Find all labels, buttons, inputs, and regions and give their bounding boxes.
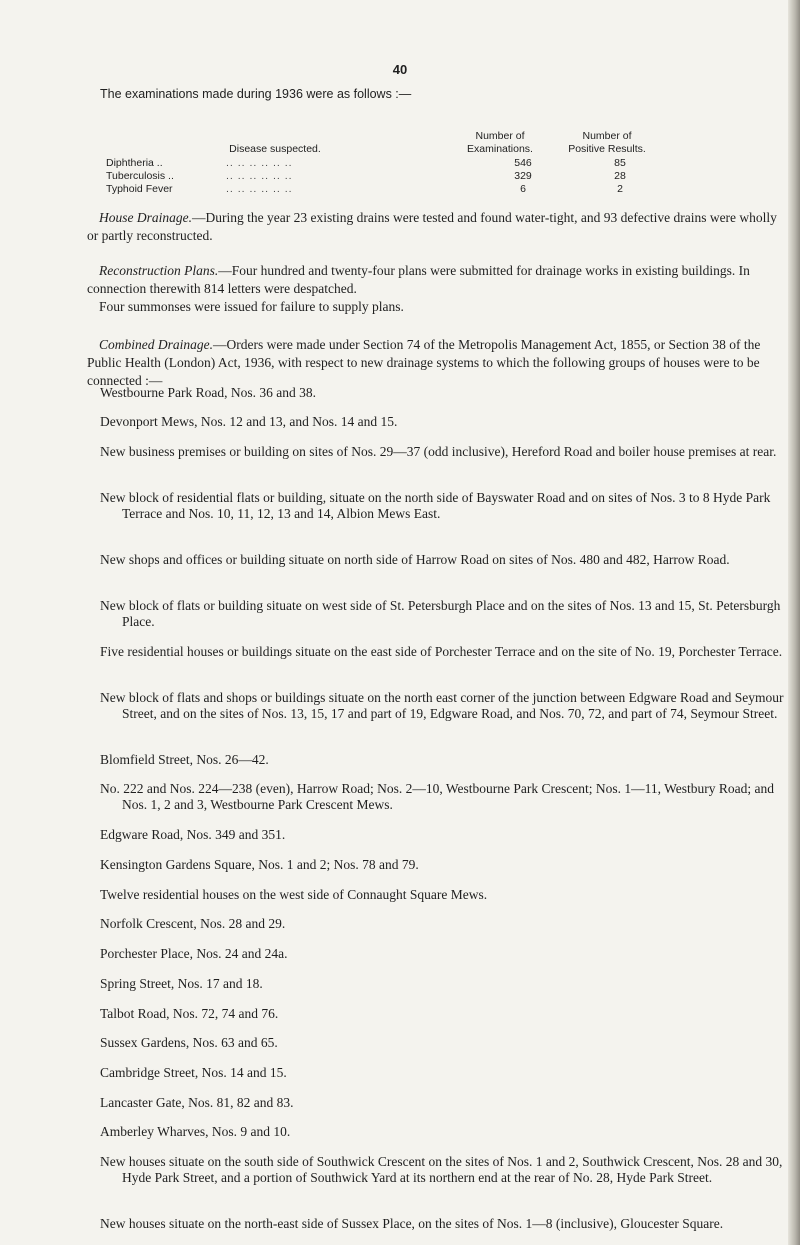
list-item: New block of residential flats or building, situate on the north side of Bayswater Road and on sites of Nos. 3 to 8 Hyde Park Terrace and Nos. 10, 11, 12, 13 and 14, Albion Mews East. [100, 490, 771, 521]
combined-drainage-text: —Orders were made under Section 74 of the Metropolis Management Act, 1855, or Section 38 of the Public Health (London) Act, 1936, with respect to new drainage systems to which the following groups of houses were to be connected :— [87, 337, 761, 388]
disease-name: Tuberculosis .. [106, 170, 174, 182]
list-item: Talbot Road, Nos. 72, 74 and 76. [100, 1006, 279, 1021]
table-row [106, 170, 666, 183]
exam-count: 329 [514, 170, 532, 182]
positive-count: 28 [614, 170, 626, 182]
list-item: Lancaster Gate, Nos. 81, 82 and 83. [100, 1095, 294, 1110]
header-positive-line2: Positive Results. [568, 143, 646, 155]
list-item: Twelve residential houses on the west side of Connaught Square Mews. [100, 887, 488, 902]
header-examinations-line1: Number of [475, 130, 525, 142]
header-examinations-line2: Examinations. [467, 143, 533, 155]
list-item: Westbourne Park Road, Nos. 36 and 38. [100, 385, 317, 400]
summonses-paragraph: Four summonses were issued for failure to supply plans. [99, 299, 404, 314]
positive-count: 85 [614, 157, 626, 169]
positive-count: 2 [617, 183, 623, 195]
list-item: No. 222 and Nos. 224—238 (even), Harrow Road; Nos. 2—10, Westbourne Park Crescent; Nos. 1—11, Westbury Road; and Nos. 1, 2 and 3, Westbourne Park Crescent Mews. [100, 781, 774, 812]
list-item: New block of flats or building situate on west side of St. Petersburgh Place and on the sites of Nos. 13 and 15, St. Petersburgh Place. [100, 598, 781, 629]
list-item: Cambridge Street, Nos. 14 and 15. [100, 1065, 287, 1080]
disease-name: Typhoid Fever [106, 183, 173, 195]
list-item: New business premises or building on sites of Nos. 29—37 (odd inclusive), Hereford Road and boiler house premises at rear. [100, 444, 777, 459]
table-row [106, 157, 666, 170]
list-item: Porchester Place, Nos. 24 and 24a. [100, 946, 288, 961]
disease-name: Diphtheria .. [106, 157, 163, 169]
list-item: Sussex Gardens, Nos. 63 and 65. [100, 1035, 278, 1050]
list-item: Edgware Road, Nos. 349 and 351. [100, 827, 286, 842]
house-drainage-text: —During the year 23 existing drains were tested and found water-tight, and 93 defective drains were wholly or partly reconstructed. [87, 210, 777, 243]
header-positive-results [552, 130, 662, 156]
list-item: Norfolk Crescent, Nos. 28 and 29. [100, 916, 286, 931]
header-positive-line1: Number of [582, 130, 632, 142]
list-item: New houses situate on the south side of Southwick Crescent on the sites of Nos. 1 and 2, Southwick Crescent, Nos. 28 and 30, Hyde Park Street, and a portion of Southwick Yard at its northern end at the rear of No. 28, Hyde Park Street. [100, 1154, 783, 1185]
list-item: Devonport Mews, Nos. 12 and 13, and Nos. 14 and 15. [100, 414, 398, 429]
list-item: New block of flats and shops or buildings situate on the north east corner of the junction between Edgware Road and Seymour Street, and on the sites of Nos. 13, 15, 17 and part of 19, Edgware Road, and Nos. 70, 72, and part of 74, Seymour Street. [100, 690, 784, 721]
leader-dots: .. .. .. .. .. .. [226, 170, 293, 182]
leader-dots: .. .. .. .. .. .. [226, 183, 293, 195]
leader-dots: .. .. .. .. .. .. [226, 157, 293, 169]
page-number: 40 [392, 62, 408, 77]
list-item: Blomfield Street, Nos. 26—42. [100, 752, 269, 767]
combined-drainage-heading: Combined Drainage. [99, 337, 213, 352]
header-examinations [455, 130, 545, 156]
list-item: Kensington Gardens Square, Nos. 1 and 2; Nos. 78 and 79. [100, 857, 419, 872]
table-row [106, 183, 666, 196]
house-drainage-heading: House Drainage. [99, 210, 192, 225]
list-item: New houses situate on the north-east side of Sussex Place, on the sites of Nos. 1—8 (inclusive), Gloucester Square. [100, 1216, 724, 1231]
reconstruction-paragraph [87, 262, 777, 298]
reconstruction-text: —Four hundred and twenty-four plans were submitted for drainage works in existing buildings. In connection therewith 814 letters were despatched. [87, 263, 750, 296]
list-item: New shops and offices or building situate on north side of Harrow Road on sites of Nos. 480 and 482, Harrow Road. [100, 552, 730, 567]
header-disease: Disease suspected. [229, 143, 321, 155]
list-item: Spring Street, Nos. 17 and 18. [100, 976, 263, 991]
exam-count: 6 [520, 183, 526, 195]
list-item: Five residential houses or buildings situate on the east side of Porchester Terrace and on the site of No. 19, Porchester Terrace. [100, 644, 783, 659]
exam-count: 546 [514, 157, 532, 169]
reconstruction-heading: Reconstruction Plans. [99, 263, 219, 278]
house-drainage-paragraph [87, 209, 777, 245]
combined-drainage-paragraph [87, 336, 777, 390]
list-item: Amberley Wharves, Nos. 9 and 10. [100, 1124, 291, 1139]
intro-text: The examinations made during 1936 were as follows :— [100, 87, 412, 101]
